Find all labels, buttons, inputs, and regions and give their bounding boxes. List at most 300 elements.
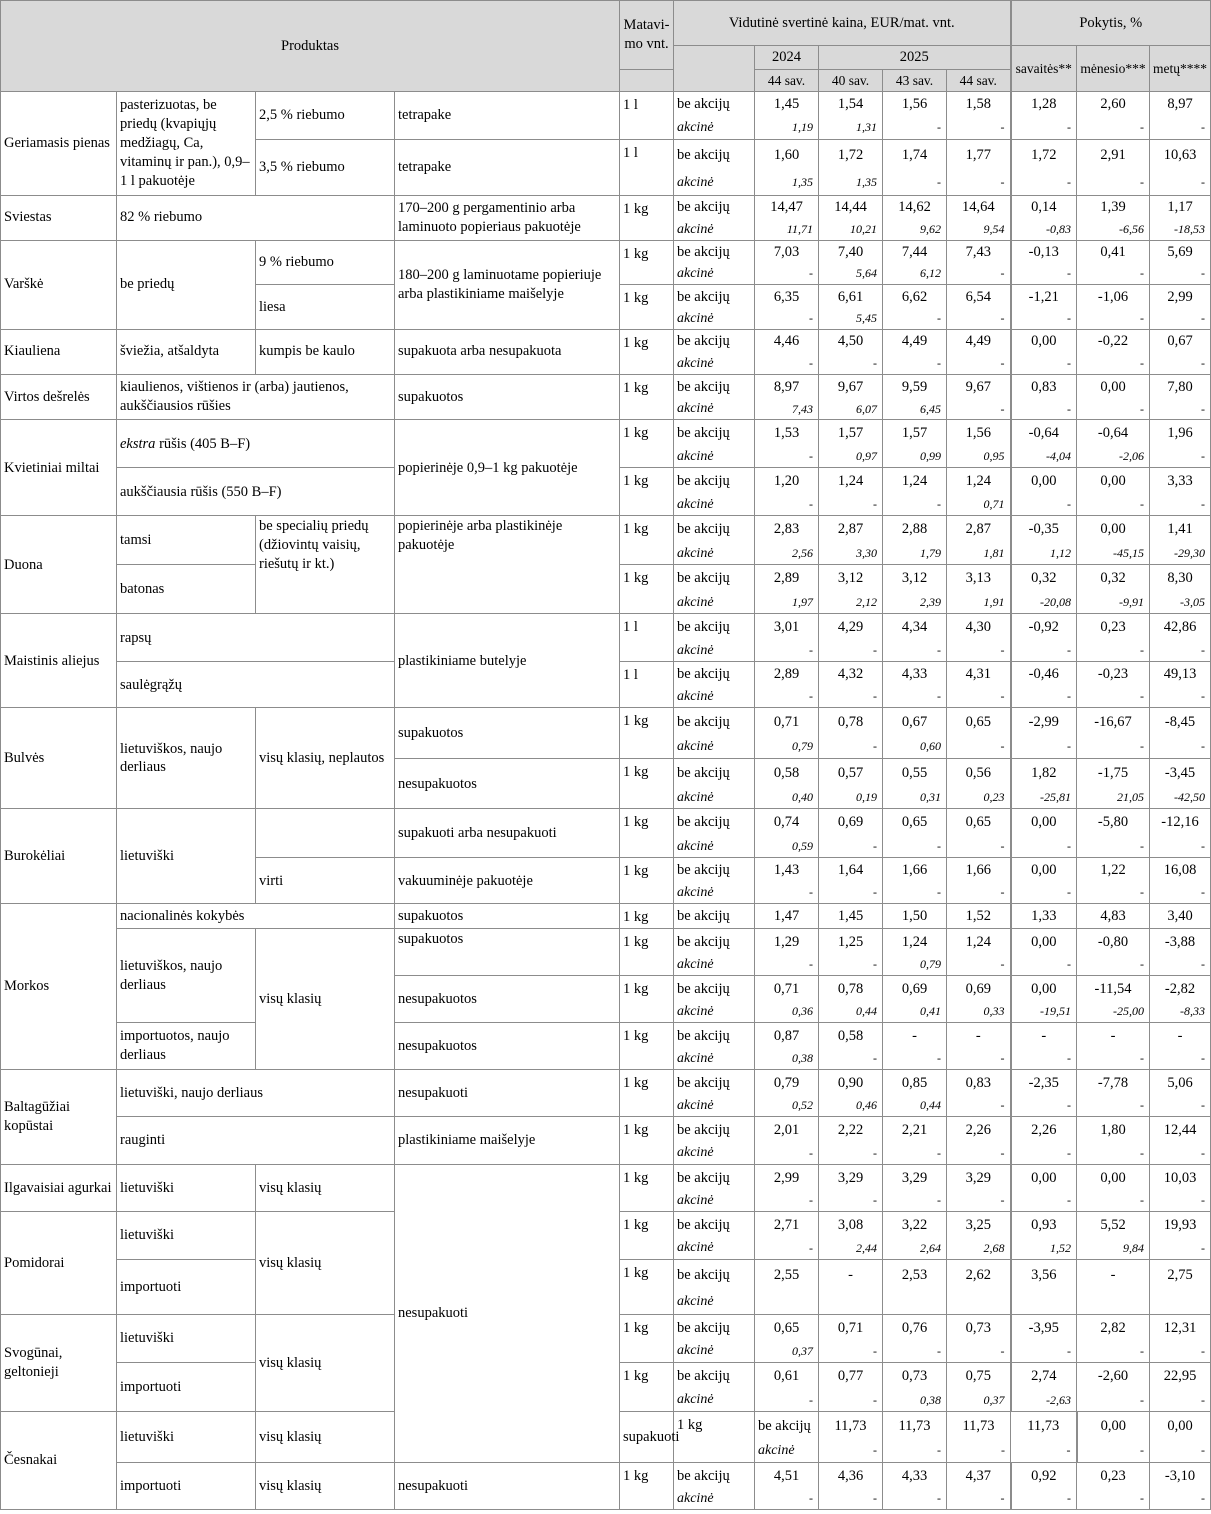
unit-cell: 1 kg	[620, 468, 674, 516]
price-value: 2,01	[755, 1117, 819, 1143]
price-value: 4,32	[819, 662, 883, 687]
price-value: 12,31	[1150, 1315, 1211, 1341]
price-type-label: be akcijų	[674, 1117, 755, 1143]
price-value: 0,67	[883, 708, 947, 736]
promo-value: 0,97	[819, 446, 883, 468]
price-value: 3,29	[819, 1165, 883, 1191]
price-type-label-promo: akcinė	[674, 1290, 755, 1315]
promo-value: 0,23	[947, 787, 1011, 809]
product-cell: visų klasių	[256, 1412, 395, 1463]
unit-cell: 1 kg	[620, 1212, 674, 1260]
promo-value: -	[947, 687, 1011, 708]
unit-cell: 1 kg	[620, 1070, 674, 1117]
product-cell: Duona	[1, 516, 117, 614]
promo-value: -	[819, 1143, 883, 1165]
promo-value: -	[819, 883, 883, 904]
price-value: 0,74	[755, 809, 819, 836]
promo-value: -	[947, 883, 1011, 904]
promo-value: -	[1011, 264, 1077, 285]
price-value: 0,92	[1011, 1463, 1077, 1489]
promo-value: -	[1150, 687, 1211, 708]
price-value: 4,49	[883, 330, 947, 354]
price-value: 0,75	[947, 1363, 1011, 1390]
table-row	[1, 904, 1211, 929]
product-cell: importuoti	[117, 1363, 256, 1412]
price-type-label: be akcijų	[674, 468, 755, 494]
promo-value: -42,50	[1150, 787, 1211, 809]
promo-value: 9,54	[947, 220, 1011, 241]
promo-value: 1,35	[755, 171, 819, 196]
product-cell: nesupakuotos	[395, 759, 620, 809]
promo-value: -	[1150, 1440, 1211, 1463]
price-value: -1,06	[1077, 285, 1150, 309]
product-cell: Kiauliena	[1, 330, 117, 375]
week-header: 44 sav.	[947, 70, 1011, 92]
product-cell: lietuviški	[117, 1412, 256, 1463]
promo-value: 0,19	[819, 787, 883, 809]
product-cell: importuotos, naujo derliaus	[117, 1023, 256, 1070]
table-row	[1, 92, 1211, 118]
price-value: 1,39	[1077, 196, 1150, 220]
price-value: 14,44	[819, 196, 883, 220]
product-cell: supakuoti arba nesupakuoti	[395, 809, 620, 858]
price-value: 0,93	[1011, 1212, 1077, 1238]
promo-value: -	[755, 446, 819, 468]
price-value: 5,52	[1077, 1212, 1150, 1238]
promo-value: -	[947, 736, 1011, 759]
promo-value: -	[1150, 118, 1211, 140]
promo-value: -	[1150, 1191, 1211, 1212]
price-value: 7,80	[1150, 374, 1211, 399]
promo-value: -	[947, 399, 1011, 420]
product-cell: Ilgavaisiai agurkai	[1, 1165, 117, 1212]
promo-value: 0,79	[883, 955, 947, 976]
promo-value: 1,97	[755, 592, 819, 614]
price-value: 1,22	[1077, 858, 1150, 883]
table-row	[1, 196, 1211, 220]
product-cell: tetrapake	[395, 140, 620, 196]
product-cell: virti	[256, 858, 395, 904]
price-value: 4,33	[883, 662, 947, 687]
price-value: 0,83	[1011, 374, 1077, 399]
price-value: 16,08	[1150, 858, 1211, 883]
product-cell: batonas	[117, 565, 256, 614]
price-value: 1,25	[819, 929, 883, 955]
price-type-label-promo: akcinė	[674, 1049, 755, 1070]
price-value: 1,82	[1011, 759, 1077, 787]
price-value: 10,03	[1150, 1165, 1211, 1191]
price-value: 2,62	[947, 1260, 1011, 1290]
unit-cell: 1 kg	[620, 374, 674, 420]
product-cell: popierinėje 0,9–1 kg pakuotėje	[395, 420, 620, 516]
price-type-label-promo: akcinė	[674, 955, 755, 976]
price-value: 0,77	[819, 1363, 883, 1390]
price-value: 8,97	[755, 374, 819, 399]
unit-cell: 1 kg	[620, 1463, 674, 1510]
price-value: -0,64	[1011, 420, 1077, 446]
price-value: 1,52	[947, 904, 1011, 929]
promo-value: -	[947, 118, 1011, 140]
product-cell: Geriamasis pienas	[1, 92, 117, 196]
price-value: -11,54	[1077, 976, 1150, 1002]
price-value: -3,88	[1150, 929, 1211, 955]
promo-value: -6,56	[1077, 220, 1150, 241]
price-type-label: be akcijų	[674, 285, 755, 309]
promo-value: -	[1077, 309, 1150, 330]
price-value: -0,92	[1011, 614, 1077, 640]
price-type-label: be akcijų	[674, 565, 755, 592]
price-value: 1,29	[755, 929, 819, 955]
promo-value: 10,21	[819, 220, 883, 241]
promo-value: -29,30	[1150, 543, 1211, 565]
promo-value	[883, 1290, 947, 1315]
promo-value: 21,05	[1077, 787, 1150, 809]
product-cell: visų klasių	[256, 1165, 395, 1212]
promo-value: -	[883, 1049, 947, 1070]
table-row	[1, 516, 1211, 543]
price-value: 0,57	[819, 759, 883, 787]
price-value: 0,41	[1077, 240, 1150, 264]
price-value: 4,50	[819, 330, 883, 354]
price-value: 1,66	[883, 858, 947, 883]
price-value: 4,33	[883, 1463, 947, 1489]
promo-value: -	[1150, 1049, 1211, 1070]
price-value: 0,00	[1011, 976, 1077, 1002]
price-value: 3,01	[755, 614, 819, 640]
price-value: 0,69	[883, 976, 947, 1002]
product-cell: Kvietiniai miltai	[1, 420, 117, 516]
product-cell-empty	[256, 809, 395, 858]
promo-value: -	[883, 687, 947, 708]
price-value: 1,80	[1077, 1117, 1150, 1143]
product-cell: Česnakai	[1, 1412, 117, 1510]
price-value: 4,30	[947, 614, 1011, 640]
price-value: 5,06	[1150, 1070, 1211, 1096]
price-type-label-promo: akcinė	[674, 640, 755, 662]
promo-value: -2,06	[1077, 446, 1150, 468]
product-cell: visų klasių	[256, 1463, 395, 1510]
price-type-label-promo: akcinė	[674, 1096, 755, 1117]
price-type-label-promo: akcinė	[674, 836, 755, 858]
price-value: -0,13	[1011, 240, 1077, 264]
promo-value: -	[1077, 1191, 1150, 1212]
price-value: 0,69	[819, 809, 883, 836]
promo-value: -	[1077, 1096, 1150, 1117]
unit-cell: 1 l	[620, 662, 674, 708]
price-value: 3,40	[1150, 904, 1211, 929]
price-type-label: be akcijų	[674, 1165, 755, 1191]
product-cell: nesupakuoti	[395, 1463, 620, 1510]
price-value: 3,29	[883, 1165, 947, 1191]
price-value: 0,61	[755, 1363, 819, 1390]
price-value: 9,67	[947, 374, 1011, 399]
price-type-label-promo: akcinė	[674, 171, 755, 196]
promo-value: -	[1150, 883, 1211, 904]
product-cell: Sviestas	[1, 196, 117, 241]
promo-value: 0,71	[947, 494, 1011, 516]
promo-value: -	[883, 1143, 947, 1165]
product-cell: importuoti	[117, 1260, 256, 1315]
price-value: 0,73	[947, 1315, 1011, 1341]
change-year-header: metų****	[1150, 46, 1211, 92]
product-cell: supakuotos	[395, 708, 620, 759]
product-cell: Baltagūžiai kopūstai	[1, 1070, 117, 1165]
price-value: 2,99	[755, 1165, 819, 1191]
unit-cell: 1 kg	[620, 1165, 674, 1212]
week-header: 43 sav.	[883, 70, 947, 92]
product-cell: 3,5 % riebumo	[256, 140, 395, 196]
promo-value: -	[819, 736, 883, 759]
price-value: 2,71	[755, 1212, 819, 1238]
promo-value: -	[947, 354, 1011, 375]
unit-cell: 1 kg	[620, 196, 674, 241]
price-type-label: be akcijų	[674, 1260, 755, 1290]
promo-value: -	[1077, 399, 1150, 420]
price-type-label-promo: akcinė	[674, 1341, 755, 1363]
promo-value: -	[1011, 640, 1077, 662]
price-value: 1,77	[947, 140, 1011, 171]
product-cell: lietuviški	[117, 809, 256, 904]
promo-value: 1,81	[947, 543, 1011, 565]
promo-value: -	[1011, 399, 1077, 420]
promo-value: -	[1011, 955, 1077, 976]
promo-value: -	[883, 118, 947, 140]
promo-value: -	[1077, 1143, 1150, 1165]
product-cell: šviežia, atšaldyta	[117, 330, 256, 375]
promo-value: -2,63	[1011, 1390, 1077, 1412]
price-value: 1,24	[947, 468, 1011, 494]
unit-cell: 1 kg	[620, 929, 674, 976]
price-value: 3,13	[947, 565, 1011, 592]
price-type-label-promo: akcinė	[674, 787, 755, 809]
promo-value: -	[755, 1191, 819, 1212]
product-cell: lietuviškos, naujo derliaus	[117, 929, 256, 1023]
promo-value: -	[1077, 118, 1150, 140]
price-value: 0,69	[947, 976, 1011, 1002]
price-type-label-promo: akcinė	[674, 687, 755, 708]
promo-value: -	[755, 1143, 819, 1165]
product-cell: kumpis be kaulo	[256, 330, 395, 375]
price-value: 1,56	[883, 92, 947, 118]
promo-value: -	[947, 264, 1011, 285]
promo-value: -	[819, 1341, 883, 1363]
product-cell: nesupakuoti	[395, 1165, 620, 1463]
product-cell: 82 % riebumo	[117, 196, 395, 241]
price-value: 4,51	[755, 1463, 819, 1489]
price-value: 1,57	[819, 420, 883, 446]
promo-value: -	[1011, 687, 1077, 708]
price-value: 2,88	[883, 516, 947, 543]
promo-value: -	[883, 354, 947, 375]
price-value: 1,96	[1150, 420, 1211, 446]
promo-value: 2,39	[883, 592, 947, 614]
price-value: -2,99	[1011, 708, 1077, 736]
price-type-label: be akcijų	[674, 1023, 755, 1049]
promo-value: 0,36	[755, 1002, 819, 1023]
price-value: 0,00	[1011, 1165, 1077, 1191]
table-row	[1, 420, 1211, 446]
promo-value: -3,05	[1150, 592, 1211, 614]
price-value: 1,57	[883, 420, 947, 446]
price-value: 0,58	[819, 1023, 883, 1049]
price-value: 42,86	[1150, 614, 1211, 640]
table-row	[1, 1023, 1211, 1049]
price-value: 0,58	[755, 759, 819, 787]
promo-value: -	[755, 1238, 819, 1260]
price-value: 0,23	[1077, 614, 1150, 640]
price-value: 0,00	[1077, 1165, 1150, 1191]
promo-value: -	[947, 309, 1011, 330]
unit-cell: 1 kg	[620, 809, 674, 858]
promo-value: -	[947, 1440, 1011, 1463]
price-value: 7,43	[947, 240, 1011, 264]
promo-value: -	[819, 640, 883, 662]
change-header: Pokytis, %	[1011, 1, 1211, 46]
product-cell: Svogūnai, geltonieji	[1, 1315, 117, 1412]
price-type-label: be akcijų	[674, 929, 755, 955]
price-value: -	[1077, 1023, 1150, 1049]
price-value: 11,73	[883, 1412, 947, 1440]
price-value: 2,26	[1011, 1117, 1077, 1143]
price-value: 11,73	[819, 1412, 883, 1440]
price-value: -0,22	[1077, 330, 1150, 354]
promo-value: -	[1011, 736, 1077, 759]
price-value: 4,83	[1077, 904, 1150, 929]
price-value: 0,65	[947, 809, 1011, 836]
price-value: 1,17	[1150, 196, 1211, 220]
promo-value	[1150, 1290, 1211, 1315]
price-value: 1,47	[755, 904, 819, 929]
promo-value: 7,43	[755, 399, 819, 420]
product-cell: lietuviški, naujo derliaus	[117, 1070, 395, 1117]
price-header: Vidutinė svertinė kaina, EUR/mat. vnt.	[674, 1, 1011, 46]
promo-value: -20,08	[1011, 592, 1077, 614]
price-type-label-promo: akcinė	[674, 354, 755, 375]
table-row	[1, 1463, 1211, 1489]
promo-value: -	[1150, 1489, 1211, 1510]
price-value: 4,34	[883, 614, 947, 640]
promo-value: 11,71	[755, 220, 819, 241]
table-row	[1, 1070, 1211, 1096]
product-cell: lietuviški	[117, 1165, 256, 1212]
price-value: 4,29	[819, 614, 883, 640]
price-value: -3,45	[1150, 759, 1211, 787]
price-value: 22,95	[1150, 1363, 1211, 1390]
product-cell-italic: ekstra	[120, 435, 156, 452]
promo-value: -	[819, 1191, 883, 1212]
price-value: -0,35	[1011, 516, 1077, 543]
promo-value: -	[1011, 883, 1077, 904]
promo-value: -18,53	[1150, 220, 1211, 241]
price-value: 2,99	[1150, 285, 1211, 309]
unit-cell: 1 kg	[674, 1412, 755, 1463]
promo-value: -	[755, 687, 819, 708]
price-value: 3,12	[819, 565, 883, 592]
unit-cell: 1 kg	[620, 708, 674, 759]
unit-cell: 1 kg	[620, 1315, 674, 1363]
price-value: 6,35	[755, 285, 819, 309]
price-value: 1,72	[1011, 140, 1077, 171]
price-type-label: be akcijų	[674, 516, 755, 543]
promo-value: -	[755, 309, 819, 330]
price-value: -0,23	[1077, 662, 1150, 687]
promo-value	[1011, 1290, 1077, 1315]
price-value: 1,72	[819, 140, 883, 171]
promo-value: -	[1077, 955, 1150, 976]
promo-value: 0,59	[755, 836, 819, 858]
promo-value: -	[755, 354, 819, 375]
promo-value: -	[1011, 1191, 1077, 1212]
price-value: 1,58	[947, 92, 1011, 118]
product-cell: saulėgrąžų	[117, 662, 395, 708]
promo-value: 2,44	[819, 1238, 883, 1260]
promo-value: 6,07	[819, 399, 883, 420]
price-value: -0,46	[1011, 662, 1077, 687]
promo-value: -	[755, 494, 819, 516]
price-value: -	[819, 1260, 883, 1290]
change-week-header: savaitės**	[1011, 46, 1077, 92]
promo-value: -	[1011, 494, 1077, 516]
promo-value: -	[883, 836, 947, 858]
promo-value: -	[1011, 1096, 1077, 1117]
price-type-label-promo: akcinė	[755, 1440, 819, 1463]
price-value: 0,32	[1011, 565, 1077, 592]
price-value: 1,64	[819, 858, 883, 883]
unit-cell: 1 kg	[620, 976, 674, 1023]
price-value: 1,20	[755, 468, 819, 494]
product-cell: visų klasių	[256, 1212, 395, 1315]
promo-value: 9,84	[1077, 1238, 1150, 1260]
promo-value: -45,15	[1077, 543, 1150, 565]
promo-value: -	[1011, 354, 1077, 375]
promo-value: 2,68	[947, 1238, 1011, 1260]
price-type-label-promo: akcinė	[674, 446, 755, 468]
promo-value: 0,44	[819, 1002, 883, 1023]
promo-value: 5,64	[819, 264, 883, 285]
price-value: -12,16	[1150, 809, 1211, 836]
promo-value: -	[1150, 1390, 1211, 1412]
promo-value: -	[819, 687, 883, 708]
promo-value: -	[1150, 309, 1211, 330]
promo-value: 5,45	[819, 309, 883, 330]
promo-value: 0,46	[819, 1096, 883, 1117]
promo-value: -	[755, 955, 819, 976]
product-cell: supakuotos	[395, 904, 620, 929]
price-value: 1,41	[1150, 516, 1211, 543]
product-cell: nesupakuotos	[395, 976, 620, 1023]
promo-value: -	[1077, 1440, 1150, 1463]
price-value: 8,30	[1150, 565, 1211, 592]
promo-value: -	[947, 1049, 1011, 1070]
price-type-label-promo: akcinė	[674, 1489, 755, 1510]
product-cell: be specialių priedų (džiovintų vaisių, riešutų ir kt.)	[256, 516, 395, 614]
price-value: 3,56	[1011, 1260, 1077, 1290]
price-value: 7,40	[819, 240, 883, 264]
price-type-label-promo: akcinė	[674, 309, 755, 330]
promo-value: -	[1150, 494, 1211, 516]
promo-value: -	[883, 494, 947, 516]
promo-value: 9,62	[883, 220, 947, 241]
promo-value: -	[755, 1489, 819, 1510]
unit-cell: 1 kg	[620, 330, 674, 375]
promo-value: -	[883, 883, 947, 904]
price-value: 0,00	[1077, 1412, 1150, 1440]
promo-value: 1,31	[819, 118, 883, 140]
promo-value: -	[1077, 264, 1150, 285]
promo-value: 2,56	[755, 543, 819, 565]
price-value: 0,87	[755, 1023, 819, 1049]
product-cell: importuoti	[117, 1463, 256, 1510]
